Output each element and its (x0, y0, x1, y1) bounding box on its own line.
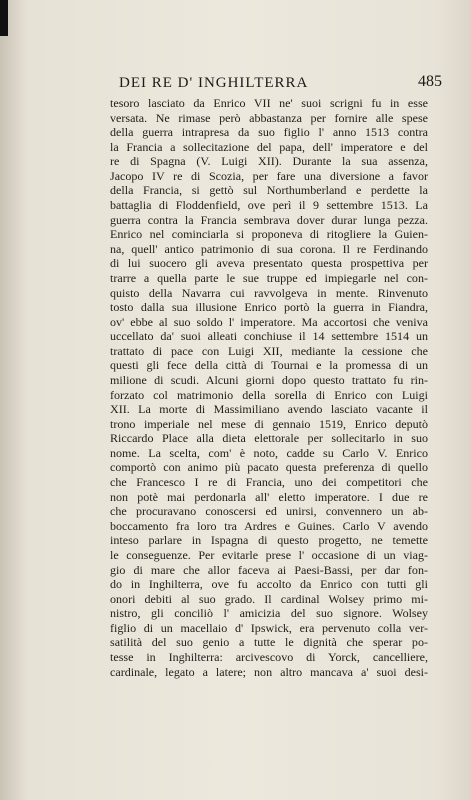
text-line: battaglia di Floddenfield, ove perì il 9 settembre 1513. La (110, 198, 428, 213)
page-number: 485 (418, 73, 442, 90)
text-line: quisto della Navarra cui ravvolgeva in mente. Rinvenuto (110, 285, 428, 300)
text-line: gio di mare che allor faceva ai Paesi-Bassi, per dar fon- (110, 562, 428, 577)
text-line: tesoro lasciato da Enrico VII ne' suoi scrigni fu in esse (110, 96, 428, 110)
running-head: DEI RE D' INGHILTERRA (119, 75, 309, 91)
text-line: satilità del suo genio a tutte le dignità che sperar po- (110, 635, 428, 650)
text-line: guerra contra la Francia sembrava dover durar lunga pezza. (110, 212, 428, 227)
text-line: trattato di pace con Luigi XII, mediante la cessione che (110, 343, 428, 358)
text-line: figlio di un macellaio d' Ipswick, era pervenuto colla ver- (110, 620, 428, 635)
text-line: do in Inghilterra, ove fu accolto da Enrico con tutti gli (110, 577, 428, 592)
text-line: cardinale, legato a latere; non altro mancava a' suoi desi- (110, 664, 428, 679)
text-line: forzato col matrimonio della sorella di Enrico con Luigi (110, 387, 428, 402)
text-line: nome. La scelta, com' è noto, cadde su Carlo V. Enrico (110, 445, 428, 460)
text-line: Jacopo IV re di Scozia, per fare una diversione a favor (110, 168, 428, 183)
text-line: questi gli fece della città di Tournai e la promessa di un (110, 358, 428, 373)
text-line: le conseguenze. Per evitarle prese l' occasione di un viag- (110, 547, 428, 562)
text-line: della guerra intrapresa da suo figlio l' anno 1513 contra (110, 125, 428, 140)
text-line: tesse in Inghilterra: arcivescovo di Yorck, cancelliere, (110, 649, 428, 664)
text-line: na, quell' antico patrimonio di sua corona. Il re Ferdinando (110, 241, 428, 256)
text-line: onori debiti al suo grado. Il cardinal Wolsey primo mi- (110, 591, 428, 606)
text-line: XII. La morte di Massimiliano avendo lasciato vacante il (110, 402, 428, 417)
text-line: che Francesco I re di Francia, uno dei competitori che (110, 475, 428, 490)
text-line: Enrico nel cominciarla si proponeva di ritogliere la Guien- (110, 227, 428, 242)
text-line: trono imperiale nel mese di gennaio 1519, Enrico deputò (110, 416, 428, 431)
text-line: che procuravano conoscersi ed unirsi, convennero un ab- (110, 504, 428, 519)
page-header (100, 73, 450, 93)
text-line: re di Spagna (V. Luigi XII). Durante la sua assenza, (110, 154, 428, 169)
text-line: uccellato da' suoi alleati conchiuse il 14 settembre 1514 un (110, 329, 428, 344)
text-line: Riccardo Place alla dieta elettorale per sollecitarlo in suo (110, 431, 428, 446)
text-line: la Francia a sollecitazione del papa, dell' imperatore e del (110, 139, 428, 154)
text-line: milione di scudi. Alcuni giorni dopo questo trattato fu rin- (110, 372, 428, 387)
text-line: versata. Ne rimase però abbastanza per fornire alle spese (110, 110, 428, 125)
text-line: boccamento fra loro tra Ardres e Guines. Carlo V avendo (110, 518, 428, 533)
text-line: non potè mai perdonarla all' eletto imperatore. I due re (110, 489, 428, 504)
text-line: tosto dalla sua illusione Enrico portò la guerra in Fiandra, (110, 300, 428, 315)
text-line: ov' ebbe al suo soldo l' imperatore. Ma accortosi che veniva (110, 314, 428, 329)
scan-edge-mark (0, 0, 8, 36)
text-line: trarre a quella parte le sue truppe ed impiegarle nel con- (110, 270, 428, 285)
text-line: comportò con animo più pacato questa preferenza di quello (110, 460, 428, 475)
text-line: della Francia, si gettò sul Northumberland e perdette la (110, 183, 428, 198)
body-text (110, 96, 428, 679)
text-line: di lui suocero gli aveva presentato questa prospettiva per (110, 256, 428, 271)
text-line: nistro, gli conciliò l' amicizia del suo signore. Wolsey (110, 606, 428, 621)
text-line: inteso parlare in Ispagna di questo progetto, ne temette (110, 533, 428, 548)
